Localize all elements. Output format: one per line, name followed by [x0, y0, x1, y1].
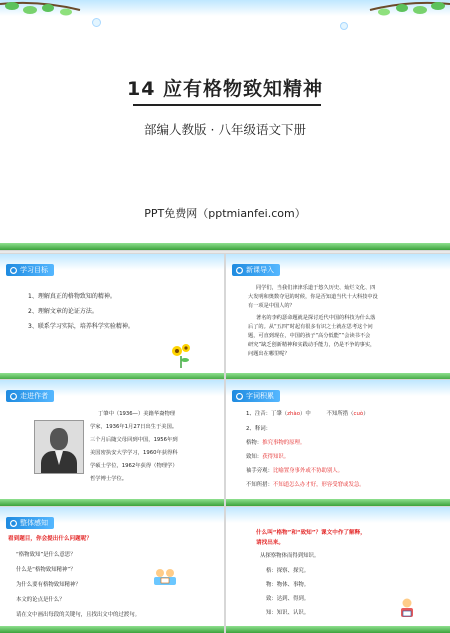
- section-badge: [6, 390, 54, 402]
- flower-icon: [168, 342, 194, 368]
- question-item: 请在文中画出每段的关键句，且找出文中的过渡句。: [16, 612, 140, 618]
- grass-strip: [226, 626, 450, 633]
- site-credit: PPT免费网（pptmianfei.com）: [144, 207, 306, 220]
- section-badge: [232, 264, 280, 276]
- author-bio-line: 三个月后随父母回到中国，1956年到: [90, 437, 178, 443]
- badge-label: 整体感知: [20, 519, 48, 527]
- page-title: 14 应有格物致知精神: [126, 78, 324, 100]
- definitions-heading: 2、释词：: [246, 426, 271, 432]
- author-bio-line: 学硕士学位，1962年获得（物理学）: [90, 463, 178, 469]
- slide-overall-perception: [0, 507, 224, 633]
- definition-item: 致知：获得知识。: [246, 454, 290, 460]
- paragraph-line: 问题出在哪里呢？: [248, 351, 290, 357]
- author-bio-line: 美国密执安大学学习，1960年获得科: [90, 450, 178, 456]
- badge-bullet-icon: ●: [10, 519, 17, 527]
- question-item: 本文的论点是什么？: [16, 597, 65, 603]
- badge-bullet-icon: ●: [10, 266, 17, 274]
- section-badge: [232, 390, 280, 402]
- paragraph-line: 同学们，当我们津津乐道于悠久历史、灿烂文化、四: [256, 285, 376, 291]
- title-slide: [0, 0, 450, 250]
- author-bio-line: 学家，1936年1月27日出生于美国。: [90, 424, 178, 430]
- pronunciation-line: 1、注音：丁肇（zhào）中 不知所措（cuò）: [246, 411, 369, 417]
- paragraph-line: 研究”缺乏创新精神和实践动手能力，仍是不争的事实，: [248, 342, 376, 348]
- grass-strip: [226, 373, 450, 380]
- question-heading: 看到题目，你会提出什么问题呢？: [8, 536, 92, 542]
- slide-vocabulary: [226, 380, 450, 506]
- answer-line: 物：物体、事物。: [266, 582, 310, 588]
- list-item: 3、联系学习实际，培养科学实验精神。: [28, 323, 134, 330]
- tree-branch-left-decoration: [0, 0, 120, 30]
- badge-label: 字词积累: [246, 392, 274, 400]
- question-item: 什么是“格物致知精神”？: [16, 567, 76, 573]
- slide-gewu-zhizhi: [226, 507, 450, 633]
- bubble-decoration: [92, 18, 101, 27]
- author-portrait: [34, 420, 84, 474]
- paragraph-line: 有一项是中国人的？: [248, 303, 295, 309]
- reading-children-icon: [152, 565, 178, 587]
- section-badge: [6, 264, 54, 276]
- tree-branch-right-decoration: [330, 0, 450, 30]
- pinyin-zhao: zhào: [287, 411, 301, 417]
- paragraph-line: 后了的。从“五四”时起有很多有识之士就在思考这个问: [248, 324, 373, 330]
- slide-learning-goals: [0, 254, 224, 380]
- badge-label: 新课导入: [246, 266, 274, 274]
- bubble-decoration: [340, 22, 348, 30]
- slide-author: [0, 380, 224, 506]
- answer-line: 格：探察、探究。: [266, 568, 310, 574]
- badge-bullet-icon: ●: [236, 392, 243, 400]
- author-bio-line: 丁肇中（1936—）美籍华裔物理: [98, 411, 176, 417]
- title-underline: [133, 104, 321, 106]
- question-item: 为什么要有格物致知精神？: [16, 582, 81, 588]
- section-badge: [6, 517, 54, 529]
- paragraph-line: 题，可直到现在，中国的孩子“高分低能”“会读书不会: [248, 333, 371, 339]
- question-item: “格物致知”是什么意思？: [16, 552, 76, 558]
- badge-bullet-icon: ●: [236, 266, 243, 274]
- badge-label: 走进作者: [20, 392, 48, 400]
- list-item: 1、理解真正的格物致知的精神。: [28, 293, 116, 300]
- definition-item: 袖手旁观：比喻置身事外或不协助别人。: [246, 468, 344, 474]
- grass-strip: [226, 499, 450, 506]
- question-heading-cont: 请找出来。: [256, 540, 284, 546]
- slide-lesson-intro: [226, 254, 450, 380]
- paragraph-line: 大发明和奥数夺冠的时候，你是否知道当代十大科技中没: [248, 294, 378, 300]
- grass-strip: [0, 373, 224, 380]
- question-heading: 什么叫“格物”和“致知”？课文中作了解释，: [256, 530, 366, 536]
- definition-item: 格物：推究事物的原理。: [246, 440, 306, 446]
- answer-line: 致：达到、得到。: [266, 596, 310, 602]
- badge-label: 学习目标: [20, 266, 48, 274]
- author-bio-line: 哲学博士学位。: [90, 476, 128, 482]
- grass-strip: [0, 626, 224, 633]
- paragraph-line: 著名的李约瑟命题就是探讨近代中国的科技为什么落: [256, 315, 376, 321]
- badge-bullet-icon: ●: [10, 392, 17, 400]
- child-reading-icon: [394, 597, 420, 619]
- pinyin-cuo: cuò: [353, 411, 364, 417]
- grass-strip: [0, 499, 224, 506]
- sky-banner: [226, 507, 450, 523]
- answer-line: 从探察物体而得到知识。: [260, 553, 320, 559]
- grass-strip: [0, 243, 450, 250]
- page-subtitle: 部编人教版 · 八年级语文下册: [144, 122, 306, 137]
- answer-line: 知：知识、认识。: [266, 610, 310, 616]
- list-item: 2、理解文章的论证方法。: [28, 308, 98, 315]
- definition-item: 不知所措：不知道怎么办才好，形容受窘或发急。: [246, 482, 365, 488]
